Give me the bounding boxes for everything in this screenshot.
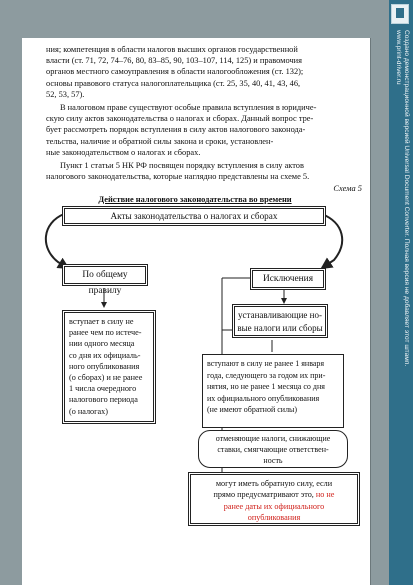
text-line: налогового законодательства, которые наглядно представлены на схеме 5. [46,172,310,182]
box-acts: Акты законодательства о налогах и сборах [62,206,326,226]
text-line: 1 числа очередного [69,384,137,394]
box-exceptions: Исключения [250,268,326,290]
text-line: нятия, но не ранее 1 месяца со дня [207,382,325,392]
text-line: отменяющие налоги, снижающие [215,434,331,443]
watermark-line: Создано демонстрационной версией Universal Document Converter. Полная версия не добавляет этот штамп. [403,30,410,367]
text-line [191,489,357,500]
text-line: ставки, смягчающие ответствен- [217,445,329,455]
document-page [22,38,370,585]
watermark-text [392,30,410,575]
box-new-taxes-detail [202,354,344,428]
box-retroactive [188,472,360,526]
text-line: скую силу актов законодательства о налогах и сборах. Данный вопрос тре- [46,114,314,124]
text-line: со дня их официаль- [69,350,141,360]
box-general-rule: По общему правилу [62,264,148,286]
watermark-line: www.print-driver.ru [394,30,402,85]
text-line: ные законодательством о налогах и сборах. [46,147,201,157]
box-general-detail [62,310,156,424]
text-line: нии одного месяца [69,339,135,349]
text-line: 52, 53, 57). [46,89,85,99]
text-line: вступает в силу не [69,317,134,326]
highlight-text: опубликования [247,513,301,523]
scheme-label: Схема 5 [333,184,362,193]
text-line: (не имеют обратной силы) [207,405,298,415]
text-line: (о налогах) [69,406,108,416]
text-line: бует рассмотреть порядок вступления в силу актов налогового законода- [46,125,306,135]
box-new-taxes [232,304,328,338]
text-line: ность [263,456,283,466]
text-line: тельства, наличие и обратной силы закона и сроки, установлен- [46,136,274,146]
text-line-part: прямо предусматривают это, [213,490,314,500]
text-line: В налоговом праве существуют особые правила вступления в юридиче- [60,103,317,112]
text-line: года, следующего за годом их при- [207,370,326,380]
text-line: ния; компетенция в области налогов высших органов государственной [46,45,298,54]
text-line: их официального опубликования [207,393,320,403]
text-line: (о сборах) и не ранее [69,373,143,383]
highlight-text: ранее даты их официального [223,501,325,511]
text-line: ного опубликования [69,361,140,371]
text-line: ранее чем по истече- [69,328,142,338]
text-line: основы правового статуса налогоплательщика (ст. 25, 35, 40, 41, 43, 46, [46,78,301,88]
text-line: власти (ст. 71, 72, 74–76, 80, 83–85, 90, 103–107, 114, 125) и правомочия [46,56,303,66]
box-cancelling [198,430,348,468]
arrow-tip [101,302,107,308]
text-line: органов местного самоуправления в области налогообложения (ст. 132); [46,67,304,77]
text-line: могут иметь обратную силу, если [215,479,333,488]
watermark-strip [389,0,413,585]
text-line: Пункт 1 статьи 5 НК РФ посвящен порядку вступления в силу актов [60,161,304,170]
diagram-title: Действие налогового законодательства во времени [98,195,292,204]
text-line: устанавливающие но- [238,310,322,320]
converter-logo-icon [391,4,409,24]
text-line: вые налоги или сборы [237,323,323,333]
text-line: налогового периода [69,395,138,405]
highlight-text: но не [315,490,335,500]
text-line: вступают в силу не ранее 1 января [207,359,325,368]
